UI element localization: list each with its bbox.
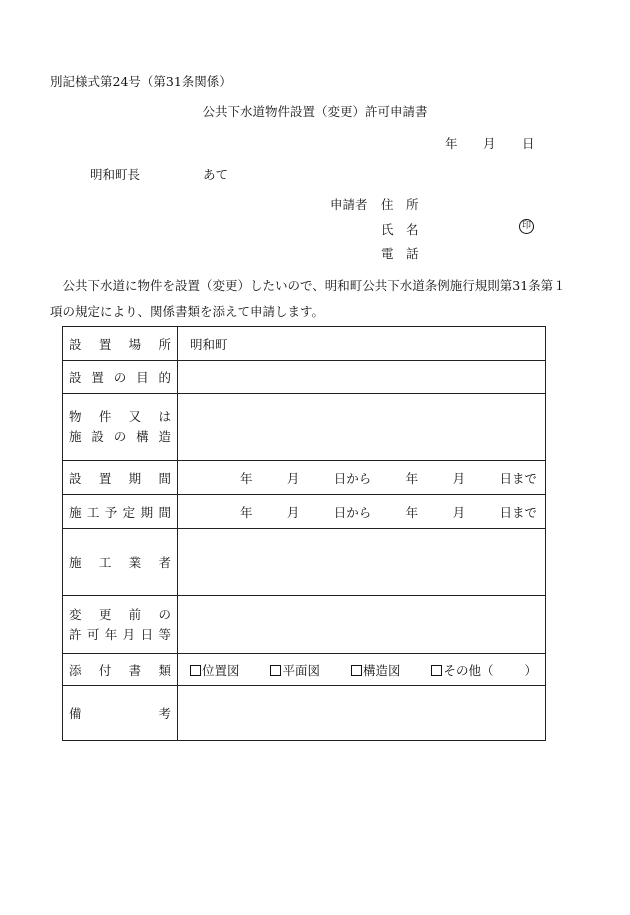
remarks-value[interactable] [178, 686, 546, 741]
work-period-month2: 月 [452, 504, 466, 520]
period-year2: 年 [405, 470, 419, 486]
date-day-label: 日 [522, 136, 535, 151]
attachment-other[interactable]: その他（ [431, 661, 493, 679]
applicant-phone-label: 電 話 [381, 246, 419, 261]
table-row [63, 596, 546, 654]
period-month2: 月 [452, 470, 466, 486]
work-period-until: 日まで [499, 504, 537, 520]
work-period-value[interactable] [178, 495, 546, 529]
checkbox-icon[interactable] [270, 665, 281, 676]
table-row [63, 686, 546, 741]
remarks-label: 備 考 [69, 706, 171, 721]
applicant-name-label: 氏 名 [381, 222, 419, 237]
attachments-label: 添 付 書 類 [69, 662, 171, 678]
structure-label-line2: 施 設 の 構 造 [69, 429, 171, 444]
document-title: 公共下水道物件設置（変更）許可申請書 [202, 104, 428, 119]
contractor-value[interactable] [178, 529, 546, 596]
table-row [63, 327, 546, 361]
prior-label-line1: 変 更 前 の [69, 606, 171, 622]
period-label: 設 置 期 間 [69, 470, 171, 486]
period-value[interactable] [178, 461, 546, 495]
table-row [63, 654, 546, 686]
work-period-year: 年 [240, 504, 253, 520]
location-value[interactable]: 明和町 [178, 327, 546, 361]
applicant-address-label: 住 所 [381, 197, 419, 212]
work-period-label: 施 工 予 定 期 間 [69, 504, 171, 520]
addressee-suffix: あて [203, 167, 229, 182]
location-label: 設 置 場 所 [69, 336, 171, 352]
checkbox-icon[interactable] [351, 665, 362, 676]
table-row [63, 394, 546, 461]
attachment-structure-drawing[interactable]: 構造図 [351, 661, 401, 679]
period-until: 日まで [499, 470, 537, 486]
checkbox-icon[interactable] [190, 665, 201, 676]
work-period-from: 日から [333, 504, 372, 520]
structure-label-line1: 物 件 又 は [69, 409, 171, 424]
attachment-location-map[interactable]: 位置図 [190, 661, 240, 679]
prior-label-line2: 許 可 年 月 日 等 [69, 626, 171, 642]
purpose-label: 設 置 の 目 的 [69, 370, 171, 385]
purpose-value[interactable] [178, 361, 546, 394]
attachment-other-close: ） [524, 662, 537, 678]
work-period-year2: 年 [405, 504, 419, 520]
table-row [63, 361, 546, 394]
date-year-label: 年 [445, 136, 458, 151]
application-table [62, 326, 546, 741]
period-year: 年 [240, 470, 253, 486]
prior-permit-value[interactable] [178, 596, 546, 654]
date-month-label: 月 [483, 136, 496, 151]
form-reference: 別記様式第24号（第31条関係） [50, 74, 232, 89]
applicant-label: 申請者 [330, 197, 368, 212]
work-period-month: 月 [286, 504, 300, 520]
seal-mark: 印 [519, 219, 534, 234]
attachment-plan-view[interactable]: 平面図 [270, 661, 320, 679]
table-row [63, 495, 546, 529]
period-from: 日から [333, 470, 372, 486]
structure-value[interactable] [178, 394, 546, 461]
addressee: 明和町長 [90, 167, 141, 182]
table-row [63, 461, 546, 495]
table-row [63, 529, 546, 596]
period-month: 月 [286, 470, 300, 486]
checkbox-icon[interactable] [431, 665, 442, 676]
contractor-label: 施 工 業 者 [69, 555, 171, 570]
application-statement: 公共下水道に物件を設置（変更）したいので、明和町公共下水道条例施行規則第31条第１項の規定により、関係書類を添えて申請します。 [50, 278, 566, 319]
